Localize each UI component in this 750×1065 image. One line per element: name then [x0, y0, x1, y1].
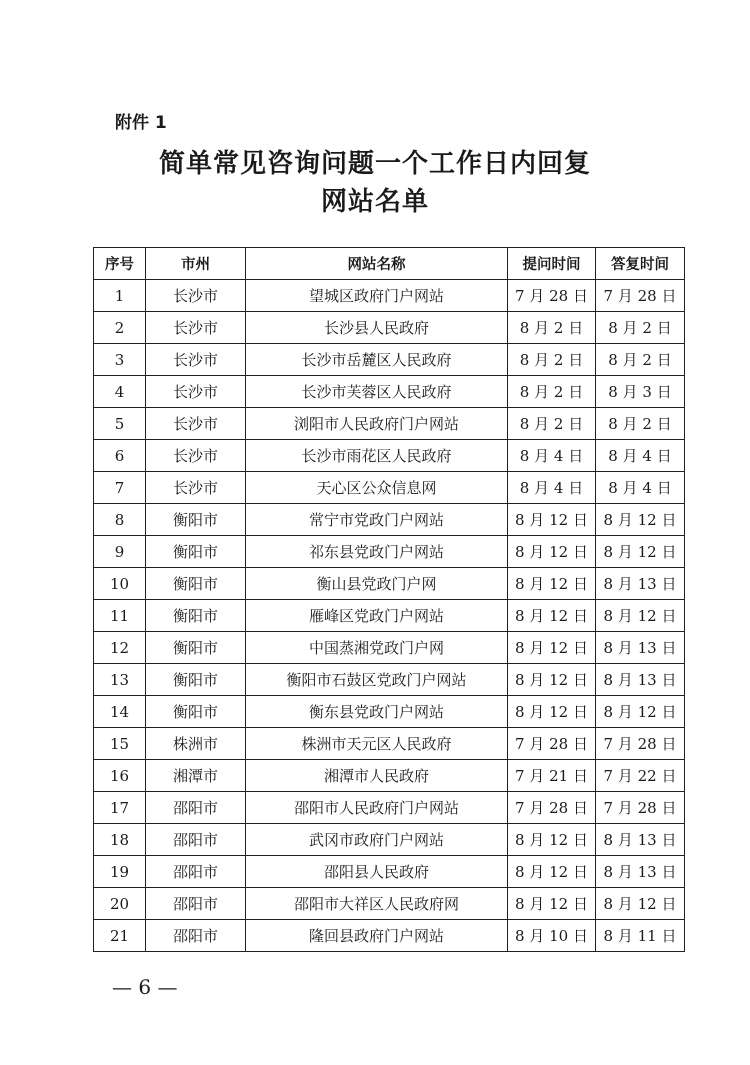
cell-site-name: 长沙市岳麓区人民政府 [246, 344, 508, 376]
cell-question-time: 7 月 28 日 [508, 280, 596, 312]
document-title-line-1: 简单常见咨询问题一个工作日内回复 [158, 149, 591, 179]
cell-index: 10 [94, 568, 146, 600]
cell-index: 15 [94, 728, 146, 760]
table-row [94, 856, 685, 888]
cell-reply-time: 8 月 4 日 [596, 472, 685, 504]
table-row [94, 696, 685, 728]
cell-question-time: 8 月 12 日 [508, 824, 596, 856]
cell-index: 8 [94, 504, 146, 536]
cell-question-time: 8 月 12 日 [508, 632, 596, 664]
cell-index: 14 [94, 696, 146, 728]
table-row [94, 792, 685, 824]
cell-site-name: 中国蒸湘党政门户网 [246, 632, 508, 664]
cell-question-time: 8 月 12 日 [508, 568, 596, 600]
table-row [94, 920, 685, 952]
cell-site-name: 邵阳市人民政府门户网站 [246, 792, 508, 824]
table-row [94, 408, 685, 440]
cell-question-time: 8 月 4 日 [508, 440, 596, 472]
cell-site-name: 望城区政府门户网站 [246, 280, 508, 312]
cell-city: 衡阳市 [146, 600, 246, 632]
table-row [94, 824, 685, 856]
table-row [94, 728, 685, 760]
cell-index: 3 [94, 344, 146, 376]
cell-question-time: 8 月 12 日 [508, 888, 596, 920]
table-row [94, 280, 685, 312]
table-row [94, 440, 685, 472]
website-list-table [93, 247, 685, 952]
cell-city: 邵阳市 [146, 856, 246, 888]
cell-city: 邵阳市 [146, 920, 246, 952]
cell-reply-time: 8 月 2 日 [596, 408, 685, 440]
cell-index: 12 [94, 632, 146, 664]
cell-question-time: 8 月 12 日 [508, 536, 596, 568]
cell-city: 长沙市 [146, 312, 246, 344]
cell-question-time: 8 月 2 日 [508, 408, 596, 440]
cell-site-name: 长沙县人民政府 [246, 312, 508, 344]
cell-reply-time: 8 月 12 日 [596, 696, 685, 728]
cell-index: 5 [94, 408, 146, 440]
cell-site-name: 浏阳市人民政府门户网站 [246, 408, 508, 440]
cell-city: 长沙市 [146, 376, 246, 408]
document-title-line-2: 网站名单 [320, 187, 429, 217]
cell-site-name: 隆回县政府门户网站 [246, 920, 508, 952]
cell-city: 邵阳市 [146, 792, 246, 824]
cell-site-name: 湘潭市人民政府 [246, 760, 508, 792]
cell-site-name: 雁峰区党政门户网站 [246, 600, 508, 632]
cell-index: 16 [94, 760, 146, 792]
cell-reply-time: 8 月 13 日 [596, 568, 685, 600]
cell-index: 18 [94, 824, 146, 856]
cell-reply-time: 7 月 28 日 [596, 728, 685, 760]
header-index: 序号 [94, 248, 146, 280]
cell-site-name: 长沙市雨花区人民政府 [246, 440, 508, 472]
cell-city: 长沙市 [146, 408, 246, 440]
cell-reply-time: 8 月 13 日 [596, 664, 685, 696]
cell-question-time: 8 月 2 日 [508, 312, 596, 344]
cell-site-name: 长沙市芙蓉区人民政府 [246, 376, 508, 408]
cell-index: 17 [94, 792, 146, 824]
cell-reply-time: 8 月 2 日 [596, 344, 685, 376]
cell-reply-time: 8 月 2 日 [596, 312, 685, 344]
cell-reply-time: 8 月 13 日 [596, 632, 685, 664]
cell-city: 衡阳市 [146, 568, 246, 600]
cell-index: 13 [94, 664, 146, 696]
cell-site-name: 邵阳市大祥区人民政府网 [246, 888, 508, 920]
cell-site-name: 株洲市天元区人民政府 [246, 728, 508, 760]
cell-index: 4 [94, 376, 146, 408]
table-row [94, 376, 685, 408]
cell-index: 6 [94, 440, 146, 472]
table-row [94, 600, 685, 632]
cell-reply-time: 7 月 28 日 [596, 792, 685, 824]
cell-city: 衡阳市 [146, 536, 246, 568]
cell-site-name: 邵阳县人民政府 [246, 856, 508, 888]
cell-site-name: 衡东县党政门户网站 [246, 696, 508, 728]
cell-city: 邵阳市 [146, 824, 246, 856]
cell-site-name: 常宁市党政门户网站 [246, 504, 508, 536]
cell-question-time: 8 月 10 日 [508, 920, 596, 952]
table-body [94, 280, 685, 952]
table-row [94, 568, 685, 600]
table-row [94, 632, 685, 664]
table-header-row [94, 248, 685, 280]
cell-site-name: 天心区公众信息网 [246, 472, 508, 504]
cell-city: 长沙市 [146, 344, 246, 376]
table-row [94, 504, 685, 536]
cell-city: 湘潭市 [146, 760, 246, 792]
cell-city: 株洲市 [146, 728, 246, 760]
table-row [94, 888, 685, 920]
cell-city: 衡阳市 [146, 696, 246, 728]
cell-city: 衡阳市 [146, 504, 246, 536]
table-row [94, 472, 685, 504]
cell-index: 9 [94, 536, 146, 568]
cell-question-time: 8 月 12 日 [508, 600, 596, 632]
cell-question-time: 8 月 2 日 [508, 376, 596, 408]
cell-question-time: 8 月 12 日 [508, 696, 596, 728]
cell-reply-time: 8 月 13 日 [596, 824, 685, 856]
table-row [94, 312, 685, 344]
cell-question-time: 7 月 28 日 [508, 792, 596, 824]
header-city: 市州 [146, 248, 246, 280]
table-row [94, 760, 685, 792]
cell-city: 长沙市 [146, 472, 246, 504]
cell-city: 长沙市 [146, 280, 246, 312]
cell-index: 2 [94, 312, 146, 344]
attachment-label: 附件 1 [115, 113, 167, 133]
cell-question-time: 7 月 28 日 [508, 728, 596, 760]
cell-site-name: 武冈市政府门户网站 [246, 824, 508, 856]
cell-reply-time: 8 月 12 日 [596, 504, 685, 536]
cell-reply-time: 7 月 28 日 [596, 280, 685, 312]
cell-reply-time: 8 月 13 日 [596, 856, 685, 888]
cell-city: 衡阳市 [146, 664, 246, 696]
cell-reply-time: 8 月 4 日 [596, 440, 685, 472]
table-row [94, 344, 685, 376]
cell-city: 衡阳市 [146, 632, 246, 664]
cell-index: 11 [94, 600, 146, 632]
cell-reply-time: 8 月 12 日 [596, 536, 685, 568]
cell-index: 1 [94, 280, 146, 312]
header-reply-time: 答复时间 [596, 248, 685, 280]
table-row [94, 664, 685, 696]
cell-reply-time: 8 月 11 日 [596, 920, 685, 952]
cell-city: 邵阳市 [146, 888, 246, 920]
table-row [94, 536, 685, 568]
cell-question-time: 8 月 12 日 [508, 664, 596, 696]
cell-index: 21 [94, 920, 146, 952]
cell-index: 20 [94, 888, 146, 920]
page-number: — 6 — [112, 975, 178, 999]
cell-index: 7 [94, 472, 146, 504]
header-question-time: 提问时间 [508, 248, 596, 280]
cell-city: 长沙市 [146, 440, 246, 472]
cell-question-time: 8 月 12 日 [508, 856, 596, 888]
cell-site-name: 衡山县党政门户网 [246, 568, 508, 600]
cell-reply-time: 8 月 12 日 [596, 600, 685, 632]
cell-question-time: 7 月 21 日 [508, 760, 596, 792]
cell-site-name: 衡阳市石鼓区党政门户网站 [246, 664, 508, 696]
cell-reply-time: 7 月 22 日 [596, 760, 685, 792]
cell-question-time: 8 月 12 日 [508, 504, 596, 536]
cell-reply-time: 8 月 12 日 [596, 888, 685, 920]
cell-site-name: 祁东县党政门户网站 [246, 536, 508, 568]
header-site-name: 网站名称 [246, 248, 508, 280]
cell-reply-time: 8 月 3 日 [596, 376, 685, 408]
cell-question-time: 8 月 2 日 [508, 344, 596, 376]
cell-index: 19 [94, 856, 146, 888]
cell-question-time: 8 月 4 日 [508, 472, 596, 504]
